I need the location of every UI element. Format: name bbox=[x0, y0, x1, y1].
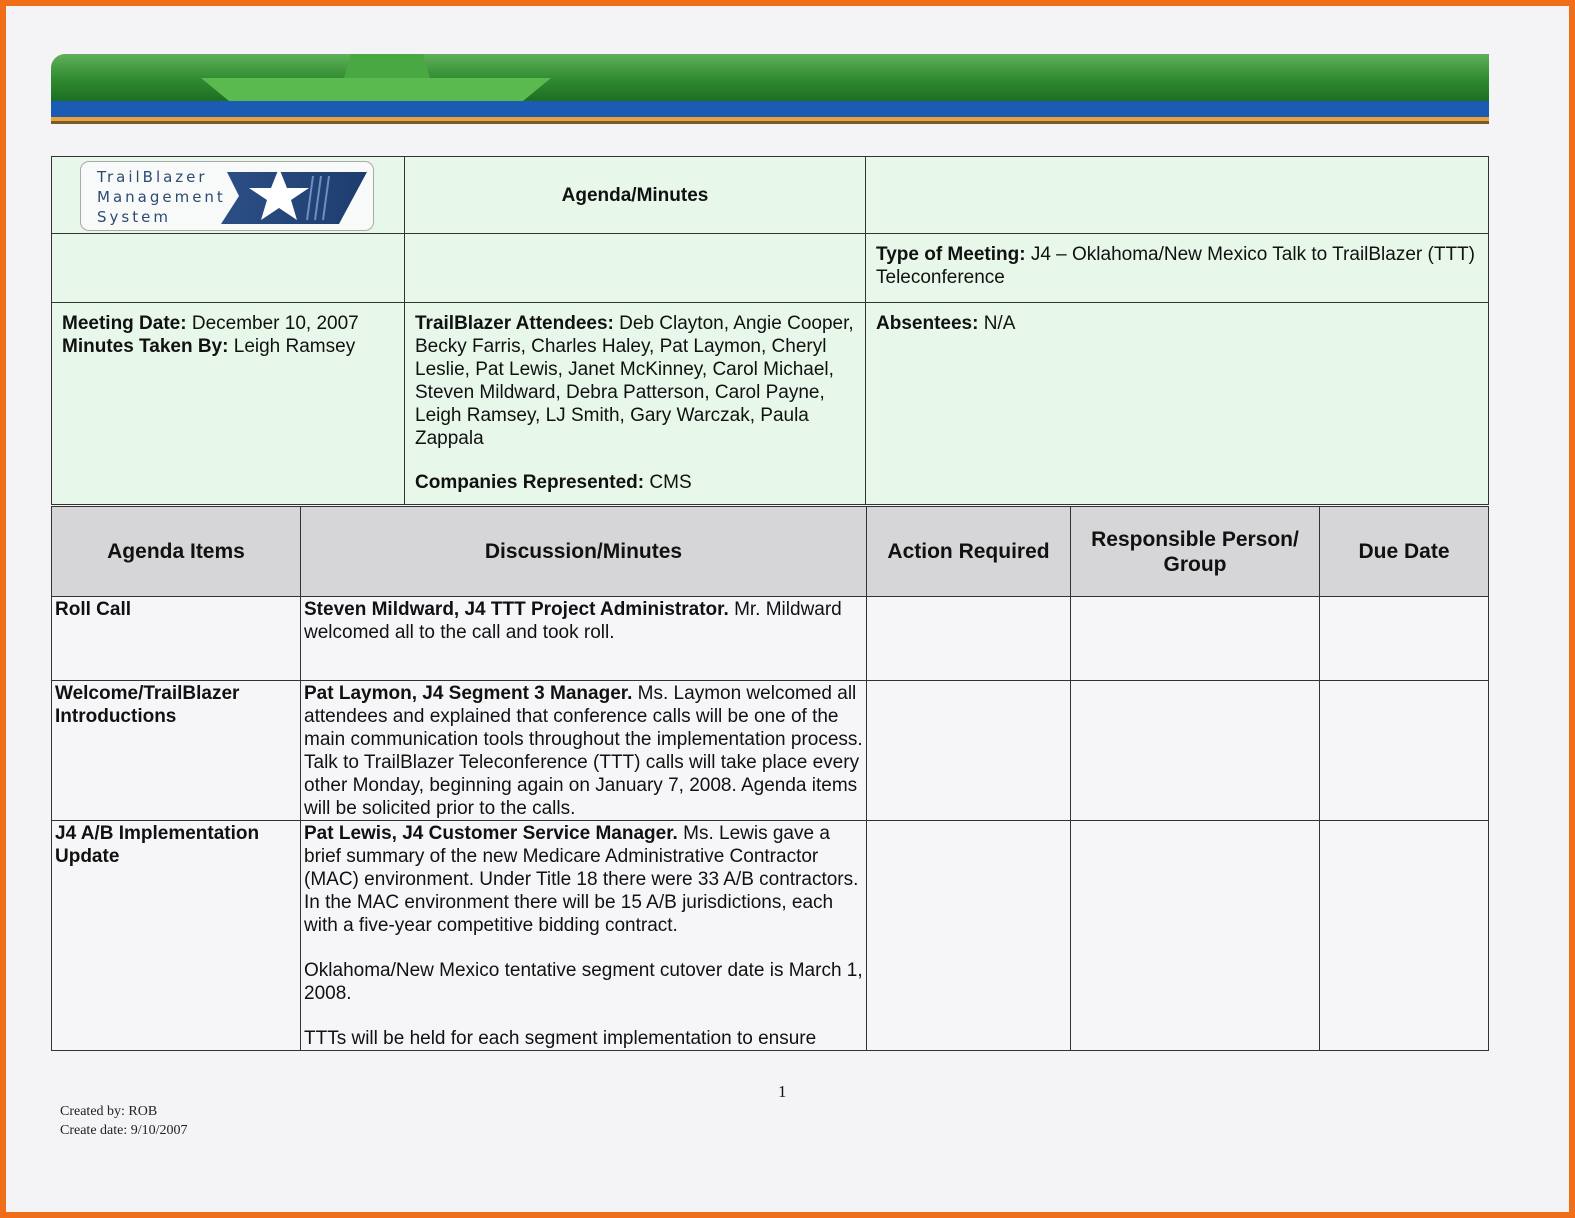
attendees-value: Deb Clayton, Angie Cooper, Becky Farris, Charles Haley, Pat Laymon, Cheryl Leslie, Pat Lewis, Janet McKinney, Carol Michael, Steven Mildward, Debra Patterson, Carol Payne, Leigh Ramsey, LJ Smith, Gary Warczak, Paula Zappala bbox=[415, 313, 854, 449]
due-date-cell bbox=[1320, 597, 1489, 681]
meeting-date-cell bbox=[52, 303, 405, 505]
create-date: Create date: 9/10/2007 bbox=[60, 1123, 188, 1138]
responsible-cell bbox=[1071, 597, 1320, 681]
meeting-date-value: December 10, 2007 bbox=[191, 313, 359, 334]
companies-label: Companies Represented: bbox=[415, 472, 645, 493]
column-header-discussion: Discussion/Minutes bbox=[301, 507, 867, 597]
speaker: Pat Lewis, J4 Customer Service Manager. bbox=[304, 823, 678, 844]
column-header-action-required: Action Required bbox=[867, 507, 1071, 597]
header-empty-cell bbox=[866, 157, 1489, 234]
column-header-agenda-items: Agenda Items bbox=[52, 507, 301, 597]
discussion-cell bbox=[301, 597, 867, 681]
page-title: Agenda/Minutes bbox=[405, 157, 866, 234]
absentees-label: Absentees: bbox=[876, 313, 979, 334]
logo-line-3: System bbox=[97, 208, 171, 226]
agenda-item: Welcome/TrailBlazer Introductions bbox=[52, 681, 301, 821]
logo-line-1: TrailBlazer bbox=[97, 168, 208, 186]
due-date-cell bbox=[1320, 821, 1489, 1051]
minutes-taken-label: Minutes Taken By: bbox=[62, 336, 229, 357]
table-row bbox=[52, 681, 1489, 821]
absentees-value: N/A bbox=[983, 313, 1016, 334]
minutes-taken-value: Leigh Ramsey bbox=[233, 336, 356, 357]
absentees-cell bbox=[866, 303, 1489, 505]
meeting-date-label: Meeting Date: bbox=[62, 313, 187, 334]
star-icon bbox=[217, 166, 367, 228]
logo-line-2: Management bbox=[97, 188, 226, 206]
action-required-cell bbox=[867, 821, 1071, 1051]
attendees-label: TrailBlazer Attendees: bbox=[415, 313, 614, 334]
discussion-text: Ms. Lewis gave a brief summary of the new Medicare Administrative Contractor (MAC) environment. Under Title 18 there were 33 A/B contractors. In the MAC environment there will be 15 A/B jurisdictions, each with a five-year competitive bidding contract. bbox=[304, 823, 859, 936]
action-required-cell bbox=[867, 597, 1071, 681]
table-row bbox=[52, 597, 1489, 681]
discussion-text: Ms. Laymon welcomed all attendees and explained that conference calls will be one of the main communication tools throughout the implementation process. Talk to TrailBlazer Teleconference (TTT) calls will take place every other Monday, beginning again on January 7, 2008. Agenda items will be solicited prior to the calls. bbox=[304, 683, 863, 819]
speaker: Pat Laymon, J4 Segment 3 Manager. bbox=[304, 683, 633, 704]
header-banner bbox=[51, 54, 1489, 126]
trailblazer-logo bbox=[80, 161, 374, 231]
created-by: Created by: ROB bbox=[60, 1104, 158, 1119]
column-header-responsible: Responsible Person/ Group bbox=[1071, 507, 1320, 597]
responsible-cell bbox=[1071, 821, 1320, 1051]
agenda-item: Roll Call bbox=[52, 597, 301, 681]
discussion-cell bbox=[301, 681, 867, 821]
footer bbox=[60, 1102, 188, 1140]
due-date-cell bbox=[1320, 681, 1489, 821]
logo-cell bbox=[52, 157, 405, 234]
column-header-due-date: Due Date bbox=[1320, 507, 1489, 597]
agenda-table bbox=[51, 506, 1489, 1051]
meeting-type-cell bbox=[866, 234, 1489, 303]
action-required-cell bbox=[867, 681, 1071, 821]
blank-cell-left bbox=[52, 234, 405, 303]
attendees-cell bbox=[405, 303, 866, 505]
discussion-cell bbox=[301, 821, 867, 1051]
blank-cell-middle bbox=[405, 234, 866, 303]
meeting-type-label: Type of Meeting: bbox=[876, 244, 1026, 265]
responsible-cell bbox=[1071, 681, 1320, 821]
discussion-text-2: Oklahoma/New Mexico tentative segment cutover date is March 1, 2008. bbox=[304, 960, 863, 1004]
table-row bbox=[52, 821, 1489, 1051]
companies-value: CMS bbox=[649, 472, 692, 493]
speaker: Steven Mildward, J4 TTT Project Administrator. bbox=[304, 599, 729, 620]
meeting-type-value: J4 – Oklahoma/New Mexico Talk to TrailBlazer (TTT) Teleconference bbox=[876, 244, 1475, 288]
discussion-text-3: TTTs will be held for each segment implementation to ensure bbox=[304, 1028, 817, 1049]
agenda-item: J4 A/B Implementation Update bbox=[52, 821, 301, 1051]
page-number: 1 bbox=[778, 1082, 787, 1101]
discussion-text: Mr. Mildward welcomed all to the call and took roll. bbox=[304, 599, 842, 643]
meeting-info-table bbox=[51, 156, 1489, 505]
